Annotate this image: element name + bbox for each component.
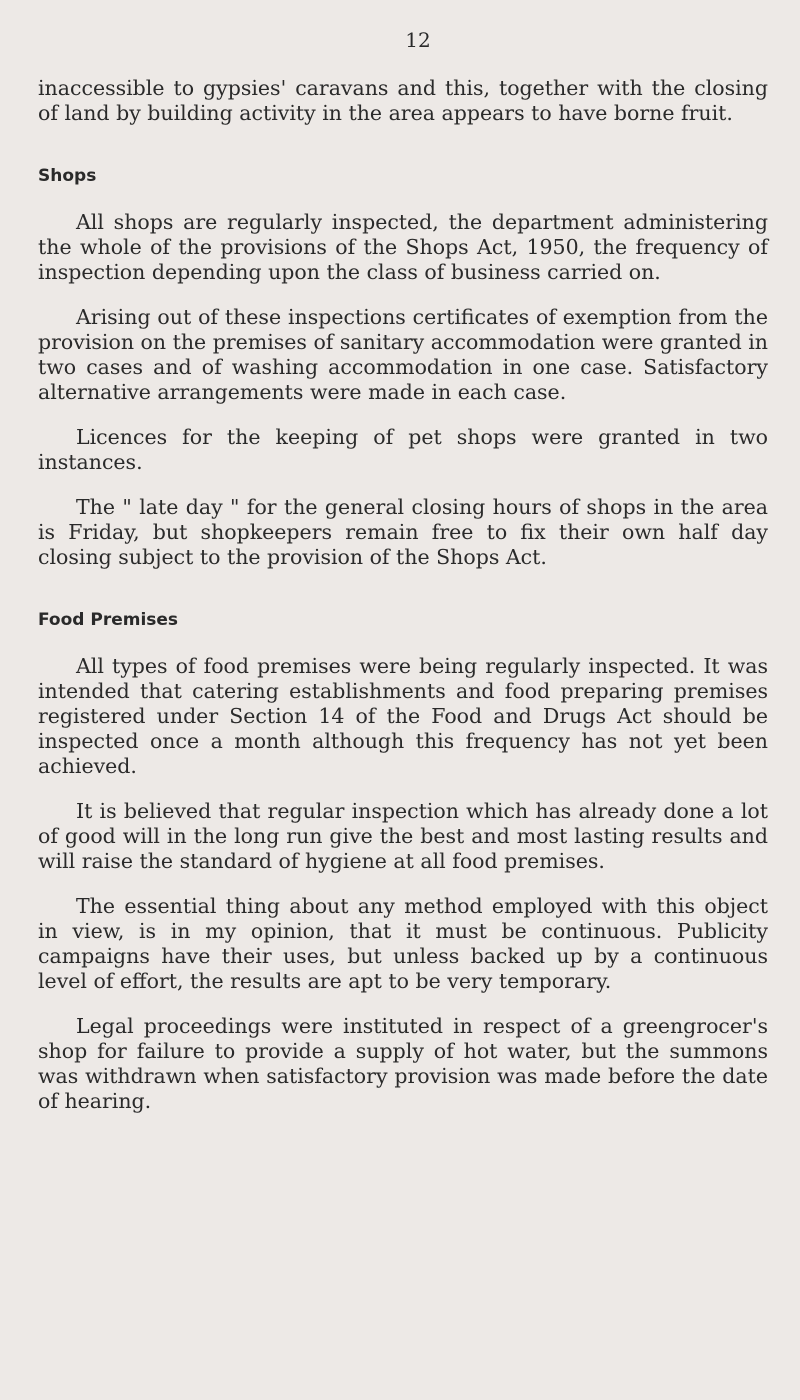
paragraph: All types of food premises were being regularly inspected. It was intended that catering establishments and food preparing premises registered under Section 14 of the Food and Drugs Act should be inspected once a month although this frequency has not yet been achieved. — [38, 654, 768, 778]
section-heading-food-premises: Food Premises — [38, 610, 179, 630]
paragraph: Legal proceedings were instituted in respect of a greengrocer's shop for failure to provide a supply of hot water, but the summons was withdrawn when satisfactory provision was made before the date of hearing. — [38, 1014, 768, 1113]
paragraph: Licences for the keeping of pet shops were granted in two instances. — [38, 425, 768, 474]
page-number: 12 — [405, 28, 431, 52]
section-heading-shops: Shops — [38, 166, 97, 186]
continuation-paragraph: inaccessible to gypsies' caravans and this, together with the closing of land by building activity in the area appears to have borne fruit. — [38, 76, 768, 125]
paragraph: The " late day " for the general closing hours of shops in the area is Friday, but shopkeepers remain free to fix their own half day closing subject to the provision of the Shops Act. — [38, 495, 768, 569]
paragraph: The essential thing about any method employed with this object in view, is in my opinion, that it must be continuous. Publicity campaigns have their uses, but unless backed up by a continuous level of effort, the results are apt to be very temporary. — [38, 894, 768, 993]
document-page — [38, 28, 768, 1134]
paragraph: All shops are regularly inspected, the department administering the whole of the provisions of the Shops Act, 1950, the frequency of inspection depending upon the class of business carried on. — [38, 210, 768, 284]
paragraph: Arising out of these inspections certificates of exemption from the provision on the premises of sanitary accommodation were granted in two cases and of washing accommodation in one case. Satisfactory alternative arrangements were made in each case. — [38, 305, 768, 404]
paragraph: It is believed that regular inspection which has already done a lot of good will in the long run give the best and most lasting results and will raise the standard of hygiene at all food premises. — [38, 799, 768, 873]
